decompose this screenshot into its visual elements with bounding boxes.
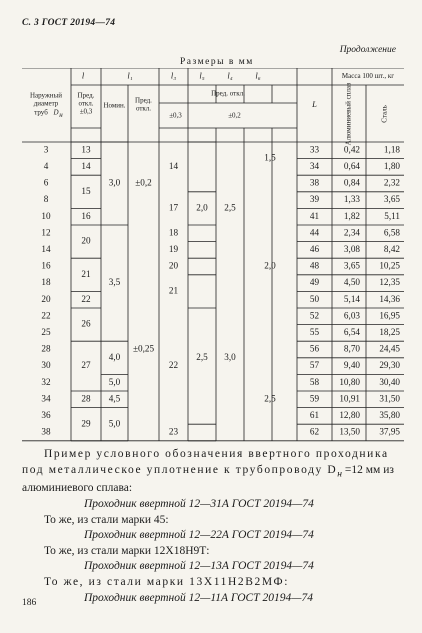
length-l-cell: 29 (81, 418, 91, 429)
outer-diameter-cell: 18 (41, 277, 51, 288)
length-L-cell: 59 (309, 393, 320, 404)
length-L-cell: 34 (309, 161, 320, 172)
outer-diameter-cell: 32 (41, 376, 51, 387)
mass-steel-cell: 2,32 (383, 177, 400, 188)
header-l-tolerance: Пред. (77, 91, 95, 100)
mass-aluminium-cell: 2,34 (343, 227, 360, 238)
mass-steel-cell: 5,11 (384, 210, 400, 221)
length-L-cell: 48 (309, 260, 320, 271)
length-L-cell: 44 (309, 227, 320, 238)
variant-text-3: То же, из стали марки 12Х18Н9Т: (44, 544, 210, 557)
header-steel: Сталь (380, 105, 389, 123)
length-l3-cell: 18 (168, 227, 179, 238)
length-L-cell: 33 (309, 144, 320, 155)
mass-steel-cell: 29,30 (379, 360, 400, 371)
length-l-cell: 26 (81, 318, 91, 329)
mass-aluminium-cell: 0,64 (343, 161, 360, 172)
mass-steel-cell: 35,80 (379, 410, 400, 421)
mass-aluminium-cell: 12,80 (339, 410, 360, 421)
length-l-cell: 21 (81, 268, 91, 279)
length-l4-cell: 2,5 (224, 202, 236, 213)
length-l3-cell: 14 (168, 161, 179, 172)
mass-steel-cell: 14,36 (379, 293, 400, 304)
mass-steel-cell: 12,35 (379, 277, 400, 288)
length-l1-tolerance-cell: ±0,25 (132, 343, 155, 354)
header-l4: l₄ (227, 70, 233, 81)
dimensions-table (22, 68, 404, 446)
outer-diameter-cell: 10 (41, 210, 51, 221)
length-L-cell: 56 (309, 343, 320, 354)
mass-aluminium-cell: 10,91 (339, 393, 360, 404)
length-L-cell: 55 (309, 327, 320, 338)
designation-example-2: Проходник ввертной 12—22А ГОСТ 20194—74 (84, 529, 314, 542)
mass-aluminium-cell: 10,80 (339, 376, 360, 387)
length-l1-nominal-cell: 4,5 (108, 393, 121, 404)
length-L-cell: 46 (309, 244, 320, 255)
mass-aluminium-cell: 6,03 (343, 310, 360, 321)
length-L-cell: 62 (309, 426, 320, 437)
page-number: 186 (22, 598, 37, 608)
mass-steel-cell: 3,65 (383, 194, 400, 205)
length-l3-cell: 19 (168, 244, 179, 255)
mass-steel-cell: 16,95 (379, 310, 400, 321)
mass-steel-cell: 31,50 (379, 393, 400, 404)
header-d-symbol: D (53, 108, 59, 117)
header-mass: Масса 100 шт., кг (341, 72, 395, 81)
length-l3-cell: 23 (168, 426, 179, 437)
mass-steel-cell: 10,25 (379, 260, 400, 271)
header-L: L (312, 98, 317, 109)
running-header: С. 3 ГОСТ 20194—74 (22, 18, 116, 28)
length-l1-nominal-cell: 4,0 (108, 351, 121, 362)
length-l6-cell: 2,0 (264, 260, 276, 271)
mass-aluminium-cell: 8,70 (343, 343, 360, 354)
header-d-subscript: н (59, 111, 63, 120)
length-l3-cell: 17 (168, 202, 179, 213)
mass-steel-cell: 24,45 (379, 343, 400, 354)
variant-text-2: То же, из стали марки 45: (44, 513, 169, 526)
mass-aluminium-cell: 6,54 (343, 327, 360, 338)
header-l5-l4-tolerance: ±0,2 (228, 111, 241, 120)
designation-example-3: Проходник ввертной 12—13А ГОСТ 20194—74 (84, 560, 314, 573)
length-l1-nominal-cell: 5,0 (108, 376, 121, 387)
header-tolerance-group: Пред. откл. (211, 89, 245, 98)
outer-diameter-cell: 36 (41, 410, 51, 421)
example-intro: Пример условного обозначения ввертного проходника под металлическое уплотнение к трубопроводу $D_н =12$ мм из алюминиевого сплава: (22, 448, 394, 495)
header-l-tolerance-value: ±0,3 (79, 107, 93, 116)
length-l-cell: 22 (81, 293, 91, 304)
variant-text-4: То же, из стали марки 13Х11Н2В2МФ: (44, 576, 290, 589)
designation-example-4: Проходник ввертной 12—11А ГОСТ 20194—74 (84, 591, 313, 604)
mass-steel-cell: 8,42 (383, 244, 400, 255)
outer-diameter-cell: 8 (43, 194, 49, 205)
header-l1: l₁ (127, 70, 133, 81)
mass-steel-cell: 18,25 (379, 327, 400, 338)
length-L-cell: 50 (309, 293, 320, 304)
length-L-cell: 52 (309, 310, 320, 321)
mass-aluminium-cell: 0,84 (343, 177, 360, 188)
outer-diameter-cell: 12 (41, 227, 51, 238)
length-L-cell: 58 (309, 376, 320, 387)
outer-diameter-cell: 20 (41, 293, 51, 304)
length-l3-cell: 21 (168, 285, 179, 296)
outer-diameter-cell: 16 (41, 260, 51, 271)
header-outer-diameter: диаметр (33, 99, 59, 108)
mass-aluminium-cell: 0,42 (343, 144, 360, 155)
length-l6-cell: 1,5 (264, 152, 276, 163)
length-l1-tolerance-cell: ±0,2 (135, 177, 152, 188)
header-l3-tolerance: ±0,3 (169, 111, 182, 120)
length-l5-cell: 2,0 (196, 202, 208, 213)
outer-diameter-cell: 25 (41, 327, 51, 338)
header-outer-diameter: Наружный (29, 91, 63, 100)
length-l-cell: 27 (81, 360, 91, 371)
mass-aluminium-cell: 4,50 (343, 277, 360, 288)
length-l6-cell: 2,5 (264, 393, 276, 404)
outer-diameter-cell: 38 (41, 426, 51, 437)
length-L-cell: 49 (309, 277, 320, 288)
length-l4-cell: 3,0 (224, 351, 236, 362)
designation-example-1: Проходник ввертной 12—31А ГОСТ 20194—74 (84, 498, 314, 511)
length-L-cell: 41 (309, 210, 320, 221)
header-l: l (81, 70, 85, 81)
mass-aluminium-cell: 3,08 (343, 244, 360, 255)
mass-aluminium-cell: 1,33 (343, 194, 360, 205)
length-l5-cell: 2,5 (196, 351, 208, 362)
mass-aluminium-cell: 13,50 (339, 426, 360, 437)
continuation-label: Продолжение (339, 45, 396, 55)
length-l1-nominal-cell: 3,0 (108, 177, 121, 188)
header-l1-nominal: Номин. (103, 101, 126, 110)
length-L-cell: 61 (309, 410, 320, 421)
header-l6: l₆ (255, 70, 261, 81)
length-l-cell: 28 (81, 393, 91, 404)
outer-diameter-cell: 22 (41, 310, 51, 321)
outer-diameter-cell: 4 (43, 161, 49, 172)
length-l-cell: 14 (81, 161, 91, 172)
designation-examples (22, 447, 404, 606)
length-l1-nominal-cell: 5,0 (108, 418, 121, 429)
outer-diameter-cell: 3 (43, 144, 49, 155)
header-l-tolerance: откл. (78, 99, 94, 108)
outer-diameter-cell: 14 (41, 244, 51, 255)
length-L-cell: 39 (309, 194, 320, 205)
header-l3: l₃ (170, 70, 177, 81)
outer-diameter-cell: 30 (41, 360, 51, 371)
header-outer-diameter: труб (34, 108, 48, 117)
header-l5: l₅ (199, 70, 205, 81)
header-l1-tolerance: откл. (135, 104, 152, 113)
length-l-cell: 15 (81, 185, 91, 196)
outer-diameter-cell: 34 (41, 393, 51, 404)
length-l-cell: 20 (81, 235, 91, 246)
header-aluminium-alloy: Алюминиевый сплав (344, 82, 353, 146)
length-L-cell: 38 (309, 177, 320, 188)
outer-diameter-cell: 6 (43, 177, 49, 188)
mass-aluminium-cell: 1,82 (343, 210, 360, 221)
length-l1-nominal-cell: 3,5 (108, 277, 121, 288)
header-l1-tolerance: Пред. (135, 96, 152, 105)
mass-aluminium-cell: 3,65 (343, 260, 360, 271)
mass-aluminium-cell: 5,14 (343, 293, 360, 304)
length-l3-cell: 20 (168, 260, 179, 271)
mass-steel-cell: 1,18 (383, 144, 400, 155)
mass-steel-cell: 6,58 (383, 227, 400, 238)
mass-steel-cell: 1,80 (383, 161, 400, 172)
outer-diameter-cell: 28 (41, 343, 51, 354)
length-L-cell: 57 (309, 360, 320, 371)
mass-aluminium-cell: 9,40 (343, 360, 360, 371)
length-l-cell: 13 (81, 144, 91, 155)
length-l-cell: 16 (81, 210, 91, 221)
length-l3-cell: 22 (168, 360, 179, 371)
mass-steel-cell: 37,95 (379, 426, 400, 437)
dimensions-caption: Размеры в мм (180, 57, 254, 67)
mass-steel-cell: 30,40 (379, 376, 400, 387)
